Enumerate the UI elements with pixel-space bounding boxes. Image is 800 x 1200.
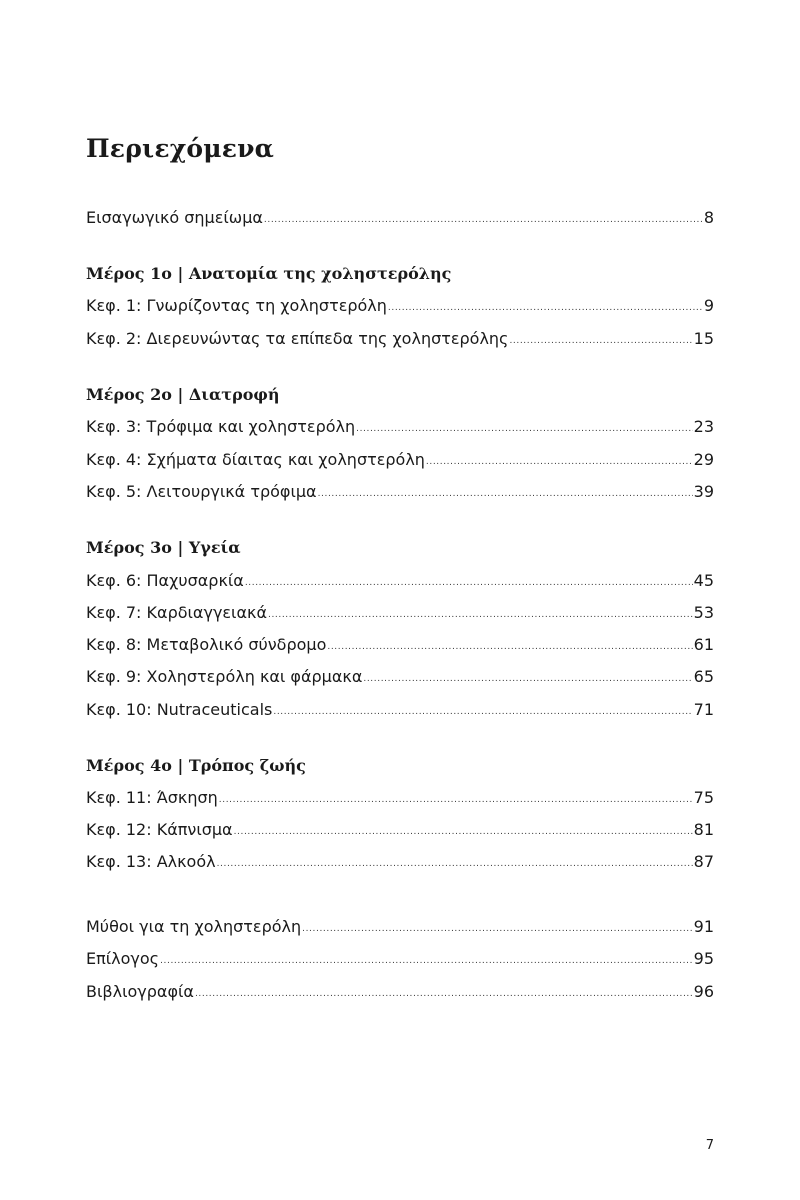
dot-leader: [160, 950, 693, 972]
toc-entry-label: Κεφ. 13: Αλκοόλ: [86, 852, 216, 871]
page-title: Περιεχόμενα: [86, 134, 275, 163]
dot-leader: [219, 789, 693, 811]
toc-entry: [86, 481, 714, 503]
toc-entry-page: 53: [693, 603, 714, 622]
toc-entry-page: 71: [693, 700, 714, 719]
toc-entry-page: 65: [693, 667, 714, 686]
toc-entry-intro: [86, 207, 714, 229]
toc-entry-label: Κεφ. 8: Μεταβολικό σύνδρομο: [86, 635, 327, 654]
dot-leader: [388, 297, 703, 319]
toc-entry-label: Εισαγωγικό σημείωμα: [86, 208, 263, 227]
toc-entry-page: 96: [693, 982, 714, 1001]
toc-entry: [86, 916, 714, 938]
dot-leader: [363, 668, 692, 690]
toc-entry: [86, 948, 714, 970]
toc-entry-page: 15: [693, 329, 714, 348]
toc-entry-page: 45: [693, 571, 714, 590]
toc-entry: [86, 666, 714, 688]
toc-entry: [86, 449, 714, 471]
dot-leader: [426, 451, 693, 473]
toc-entry-label: Κεφ. 4: Σχήματα δίαιτας και χοληστερόλη: [86, 450, 425, 469]
dot-leader: [234, 821, 693, 843]
toc-entry: [86, 570, 714, 592]
toc-entry: [86, 699, 714, 721]
section-heading-part1: Μέρος 1ο | Ανατομία της χοληστερόλης: [86, 264, 452, 283]
dot-leader: [302, 918, 693, 940]
toc-entry: [86, 981, 714, 1003]
toc-entry-label: Κεφ. 12: Κάπνισμα: [86, 820, 233, 839]
toc-entry-label: Κεφ. 6: Παχυσαρκία: [86, 571, 244, 590]
toc-entry: [86, 328, 714, 350]
toc-entry-label: Κεφ. 5: Λειτουργικά τρόφιμα: [86, 482, 317, 501]
dot-leader: [356, 418, 693, 440]
toc-entry-label: Μύθοι για τη χοληστερόλη: [86, 917, 302, 936]
toc-entry: [86, 634, 714, 656]
toc-entry-page: 91: [693, 917, 714, 936]
toc-entry: [86, 416, 714, 438]
dot-leader: [217, 853, 693, 875]
toc-entry-page: 29: [693, 450, 714, 469]
toc-entry-label: Κεφ. 11: Άσκηση: [86, 788, 218, 807]
toc-entry: [86, 819, 714, 841]
toc-entry-label: Κεφ. 2: Διερευνώντας τα επίπεδα της χοληστερόλης: [86, 329, 509, 348]
section-heading-part3: Μέρος 3ο | Υγεία: [86, 538, 241, 557]
toc-entry-page: 87: [693, 852, 714, 871]
toc-entry: [86, 787, 714, 809]
dot-leader: [327, 636, 692, 658]
toc-entry-page: 75: [693, 788, 714, 807]
toc-entry-page: 23: [693, 417, 714, 436]
dot-leader: [268, 604, 693, 626]
section-heading-part4: Μέρος 4ο | Τρόπος ζωής: [86, 756, 306, 775]
toc-entry: [86, 295, 714, 317]
toc-entry-label: Κεφ. 3: Τρόφιμα και χοληστερόλη: [86, 417, 356, 436]
toc-entry-label: Κεφ. 10: Nutraceuticals: [86, 700, 273, 719]
section-heading-part2: Μέρος 2ο | Διατροφή: [86, 385, 280, 404]
toc-entry-label: Επίλογος: [86, 949, 160, 968]
toc-entry-page: 95: [693, 949, 714, 968]
toc-entry: [86, 851, 714, 873]
toc-entry-label: Βιβλιογραφία: [86, 982, 194, 1001]
dot-leader: [195, 983, 693, 1005]
toc-entry-label: Κεφ. 7: Καρδιαγγειακά: [86, 603, 267, 622]
dot-leader: [509, 330, 692, 352]
toc-entry-page: 81: [693, 820, 714, 839]
dot-leader: [273, 701, 692, 723]
toc-entry-page: 9: [703, 296, 714, 315]
toc-entry-page: 8: [703, 208, 714, 227]
toc-entry: [86, 602, 714, 624]
toc-entry-label: Κεφ. 9: Χοληστερόλη και φάρμακα: [86, 667, 363, 686]
dot-leader: [318, 483, 693, 505]
dot-leader: [264, 209, 703, 231]
toc-entry-page: 61: [693, 635, 714, 654]
toc-entry-page: 39: [693, 482, 714, 501]
page-number: 7: [705, 1138, 714, 1153]
toc-entry-label: Κεφ. 1: Γνωρίζοντας τη χοληστερόλη: [86, 296, 387, 315]
dot-leader: [245, 572, 693, 594]
